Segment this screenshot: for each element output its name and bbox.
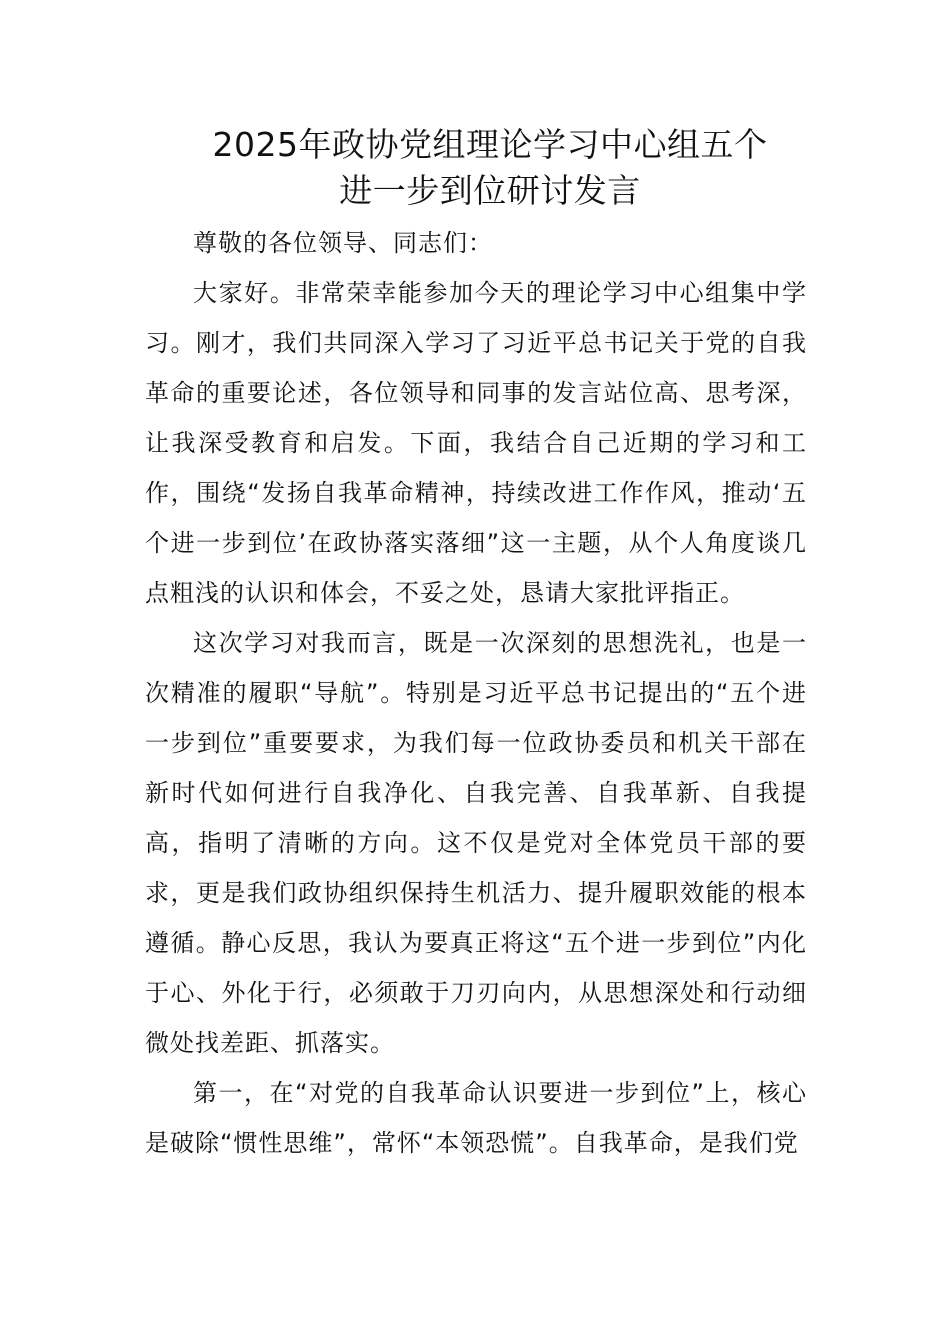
reflection-paragraph: 这次学习对我而言，既是一次深刻的思想洗礼，也是一次精准的履职“导航”。特别是习近平总书记提出的“五个进一步到位”重要要求，为我们每一位政协委员和机关干部在新时代如何进行自我净化、自我完善、自我革新、自我提高，指明了清晰的方向。这不仅是党对全体党员干部的要求，更是我们政协组织保持生机活力、提升履职效能的根本遵循。静心反思，我认为要真正将这“五个进一步到位”内化于心、外化于行，必须敢于刀刃向内，从思想深处和行动细微处找差距、抓落实。 [145,629,807,1057]
document-body [145,218,807,1168]
document-title [145,122,807,214]
salutation-paragraph: 尊敬的各位领导、同志们： [193,229,493,257]
point-one-paragraph: 第一，在“对党的自我革命认识要进一步到位”上，核心是破除“惯性思维”，常怀“本领恐慌”。自我革命，是我们党 [145,1079,807,1157]
document-page [145,122,807,1168]
title-line-2: 进一步到位研讨发言 [339,171,641,210]
title-line-1: 2025年政协党组理论学习中心组五个 [212,125,768,164]
opening-paragraph: 大家好。非常荣幸能参加今天的理论学习中心组集中学习。刚才，我们共同深入学习了习近平总书记关于党的自我革命的重要论述，各位领导和同事的发言站位高、思考深，让我深受教育和启发。下面，我结合自己近期的学习和工作，围绕“发扬自我革命精神，持续改进工作作风，推动‘五个进一步到位’在政协落实落细”这一主题，从个人角度谈几点粗浅的认识和体会，不妥之处，恳请大家批评指正。 [145,279,807,607]
